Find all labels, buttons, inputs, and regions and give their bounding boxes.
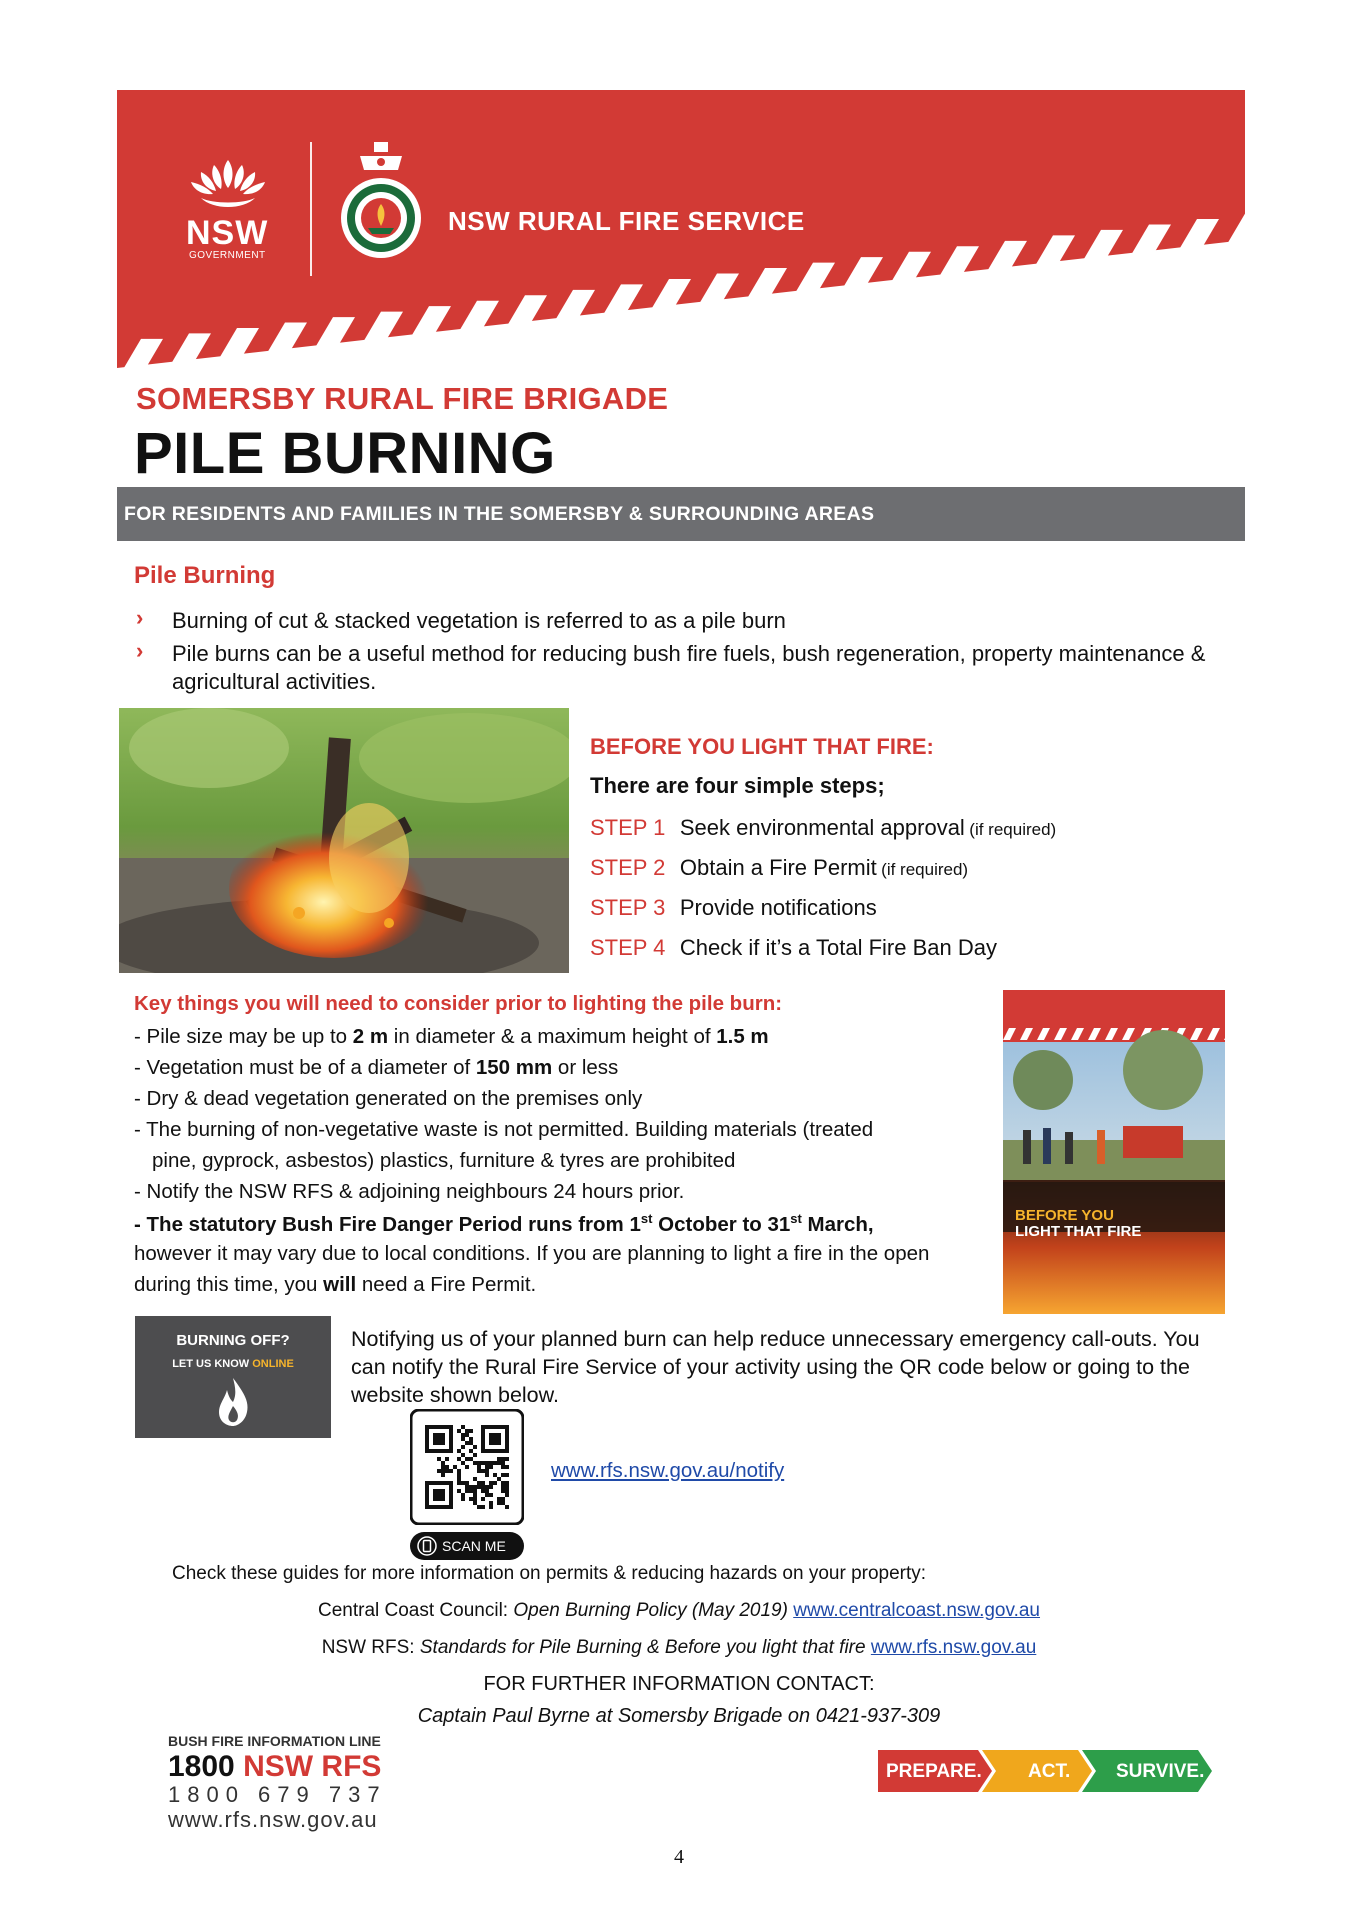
flame-icon	[215, 1376, 251, 1428]
waratah-icon	[183, 158, 273, 214]
guide-central-coast: Central Coast Council: Open Burning Policy (May 2019) www.centralcoast.nsw.gov.au	[317, 1600, 1041, 1621]
act-label: ACT.	[1028, 1761, 1071, 1782]
contact-info: Captain Paul Byrne at Somersby Brigade on 0421-937-309	[417, 1705, 941, 1727]
rfs-link[interactable]: www.rfs.nsw.gov.au	[870, 1637, 1037, 1658]
subtitle-text: FOR RESIDENTS AND FAMILIES IN THE SOMERSBY & SURROUNDING AREAS	[124, 503, 875, 525]
step-label: STEP 3	[590, 895, 666, 920]
key-line-7: - The statutory Bush Fire Danger Period runs from 1st October to 31st March,	[134, 1211, 874, 1236]
bush-fire-info-line	[168, 1733, 387, 1833]
step-row	[590, 855, 968, 881]
notify-paragraph	[351, 1325, 1251, 1409]
brigade-name: SOMERSBY RURAL FIRE BRIGADE	[136, 381, 669, 416]
central-coast-link[interactable]: www.centralcoast.nsw.gov.au	[793, 1600, 1041, 1621]
guides-intro: Check these guides for more information on permits & reducing hazards on your property:	[172, 1563, 927, 1584]
phone-icon	[417, 1536, 437, 1556]
notify-line-1: Notifying us of your planned burn can help reduce unnecessary emergency call-outs. You	[351, 1327, 1200, 1351]
key-line-8: however it may vary due to local conditions. If you are planning to light a fire in the open	[134, 1242, 930, 1265]
step-row	[590, 895, 877, 921]
burning-off-tile	[135, 1316, 331, 1438]
step-row	[590, 935, 997, 961]
survive-label: SURVIVE.	[1116, 1761, 1205, 1782]
chevron-right-icon: ›	[136, 638, 144, 663]
chevron-right-icon: ›	[136, 605, 144, 630]
page-number: 4	[674, 1846, 684, 1868]
notify-line-2: can notify the Rural Fire Service of your activity using the QR code below or going to the	[351, 1355, 1190, 1379]
key-line-6: - Notify the NSW RFS & adjoining neighbours 24 hours prior.	[134, 1180, 685, 1203]
notify-link[interactable]: www.rfs.nsw.gov.au/notify	[551, 1459, 785, 1482]
booklet-title-line1: BEFORE YOU	[1015, 1207, 1114, 1224]
key-line-9: during this time, you will need a Fire Permit.	[134, 1273, 537, 1296]
key-things-heading: Key things you will need to consider prior to lighting the pile burn:	[134, 992, 783, 1015]
step-label: STEP 4	[590, 935, 666, 960]
prepare-act-survive	[878, 1750, 1214, 1792]
bullet-item-1: Burning of cut & stacked vegetation is referred to as a pile burn	[172, 608, 786, 633]
qr-code[interactable]	[410, 1409, 524, 1525]
bullet-item-2: Pile burns can be a useful method for reducing bush fire fuels, bush regeneration, property maintenance &	[172, 641, 1206, 666]
info-line-digits: 1800 679 737	[168, 1782, 387, 1807]
key-line-1: - Pile size may be up to 2 m in diameter & a maximum height of 1.5 m	[134, 1025, 769, 1048]
notify-line-3: website shown below.	[351, 1383, 559, 1407]
nsw-logo-subtext: GOVERNMENT	[189, 250, 266, 261]
key-line-5: pine, gyprock, asbestos) plastics, furniture & tyres are prohibited	[152, 1149, 736, 1172]
steps-intro: There are four simple steps;	[590, 773, 885, 798]
prepare-label: PREPARE.	[886, 1761, 982, 1782]
guide-nsw-rfs: NSW RFS: Standards for Pile Burning & Before you light that fire www.rfs.nsw.gov.au	[321, 1637, 1037, 1658]
bullet-item-2-cont: agricultural activities.	[172, 669, 377, 694]
burning-off-heading: BURNING OFF?	[176, 1332, 290, 1349]
step-note: (if required)	[881, 860, 969, 879]
key-line-4: - The burning of non-vegetative waste is not permitted. Building materials (treated	[134, 1118, 874, 1141]
booklet-cover	[1003, 990, 1225, 1314]
nsw-logo-text: NSW	[186, 214, 269, 252]
step-text: Seek environmental approval	[679, 815, 965, 840]
info-line-web: www.rfs.nsw.gov.au	[168, 1807, 378, 1832]
scan-me-label: SCAN ME	[442, 1538, 506, 1554]
step-note: (if required)	[969, 820, 1057, 839]
info-line-number: 1800 NSW RFS	[168, 1750, 382, 1783]
scan-me-pill	[410, 1532, 524, 1560]
step-text: Obtain a Fire Permit	[679, 855, 877, 880]
rfs-crest-icon	[338, 140, 424, 266]
before-heading: BEFORE YOU LIGHT THAT FIRE:	[590, 734, 934, 759]
let-us-know-text: LET US KNOW ONLINE	[172, 1358, 294, 1370]
page-title: PILE BURNING	[134, 421, 556, 486]
step-row	[590, 815, 1056, 841]
contact-heading: FOR FURTHER INFORMATION CONTACT:	[483, 1673, 875, 1695]
info-line-label: BUSH FIRE INFORMATION LINE	[168, 1733, 381, 1749]
step-label: STEP 1	[590, 815, 666, 840]
key-line-2: - Vegetation must be of a diameter of 150 mm or less	[134, 1056, 619, 1079]
step-label: STEP 2	[590, 855, 666, 880]
section-heading: Pile Burning	[134, 562, 276, 589]
fire-photo	[119, 708, 569, 973]
step-text: Provide notifications	[679, 895, 877, 920]
step-text: Check if it’s a Total Fire Ban Day	[679, 935, 997, 960]
key-line-3: - Dry & dead vegetation generated on the premises only	[134, 1087, 643, 1110]
rfs-title: NSW RURAL FIRE SERVICE	[448, 206, 805, 236]
booklet-title-line2: LIGHT THAT FIRE	[1015, 1223, 1142, 1240]
